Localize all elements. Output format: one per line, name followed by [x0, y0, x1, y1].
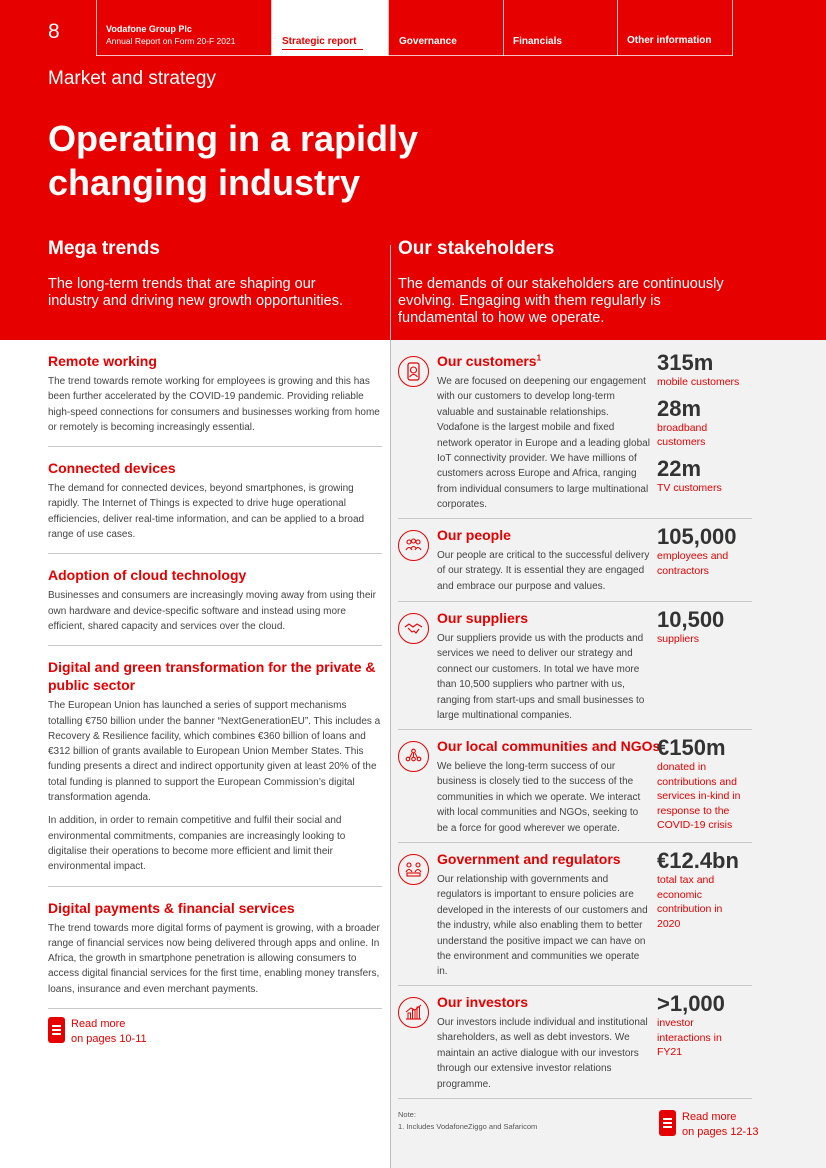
stat-value: 10,500: [657, 607, 725, 632]
stakeholder-title: Government and regulators: [437, 851, 621, 867]
read-more-label: Read more: [682, 1111, 737, 1123]
divider: [48, 553, 382, 554]
customers-icon: [398, 356, 429, 387]
stakeholder-description: Our relationship with governments and regulators is important to ensure policies are developed in the interests of our customers and the industry, while also enabling them to better understand the positive impact we can have on the environment and communities we operate in.: [437, 874, 648, 978]
stat-label: employees and contractors: [657, 550, 729, 577]
stakeholder-description: Our investors include individual and institutional shareholders, as well as debt investors. We maintain an active dialogue with our investors through our extensive investor relations programme.: [437, 1017, 648, 1090]
stat-label: TV customers: [657, 481, 722, 494]
community-icon: [398, 741, 429, 772]
trend-text: Businesses and consumers are increasingly moving away from using their own hardware and device-specific software and instead using more efficient, shared capacity and services over the cloud.: [48, 590, 376, 632]
tab-other-information[interactable]: [617, 0, 733, 56]
investors-icon: [398, 997, 429, 1028]
publication-name: Annual Report on Form 20-F 2021: [106, 36, 236, 46]
divider: [398, 601, 752, 602]
stakeholder-stats: [657, 525, 757, 578]
tab-strategic-report[interactable]: [272, 0, 388, 56]
stakeholder-description: We believe the long-term success of our business is closely tied to the success of the communities in which we operate. We interact with local communities and NGOs, seeking to be a force for good wherever we operate.: [437, 761, 641, 834]
stat-value: 105,000: [657, 524, 737, 549]
mega-trends-intro: The long-term trends that are shaping our industry and driving new growth opportunities.: [48, 276, 343, 309]
trend-title: Digital and green transformation for the private & public sector: [48, 659, 376, 694]
stat-label: broadband customers: [657, 421, 708, 448]
divider: [48, 446, 382, 447]
divider: [398, 985, 752, 986]
tab-label: Strategic report: [282, 36, 357, 47]
stakeholder-title: [437, 353, 541, 369]
stakeholder-description: We are focused on deepening our engagement with our customers to develop long-term valuable and sustainable relationships. Vodafone is the largest mobile and fixed network operator in Europe and a leading global IoT connectivity provider. We have millions of customers across Europe and Africa, ranging from individual consumers to large multinational corporates.: [437, 376, 650, 511]
document-icon: [48, 1017, 65, 1043]
read-more-pages: on pages 10-11: [71, 1033, 147, 1045]
stakeholder-description: Our suppliers provide us with the products and services we need to deliver our strategy and connect our customers. In total we have more than 10,500 suppliers who partner with us, ranging from start-ups and small businesses to large multinational companies.: [437, 633, 645, 722]
stakeholder-stats: [657, 608, 757, 647]
stat-value: 315m: [657, 350, 714, 375]
stat-value: €150m: [657, 735, 726, 760]
trend-text: The European Union has launched a series of support mechanisms totalling €750 billion under the banner “NextGenerationEU”. This includes a Recovery & Resilience facility, which combines €360 billion of loans and €312 billion of grants available to European Union Member States. This funding presents a direct and indirect opportunity given at least 20% of the total funding is planned to support the European Commission’s digital transformation agenda.: [48, 700, 381, 804]
trend-digital-payments: [48, 899, 382, 997]
stakeholder-title: Our investors: [437, 994, 529, 1010]
trend-connected-devices: [48, 459, 382, 542]
tab-label: Financials: [513, 36, 562, 47]
title-text: Our customers: [437, 353, 537, 369]
top-navigation: [0, 0, 826, 56]
stat-value: >1,000: [657, 991, 725, 1016]
stakeholder-stats: [657, 992, 757, 1060]
divider: [398, 518, 752, 519]
divider: [48, 645, 382, 646]
column-divider: [390, 245, 391, 1168]
section-label: Market and strategy: [48, 68, 216, 89]
divider: [398, 1098, 752, 1099]
note-text: 1. Includes VodafoneZiggo and Safaricom: [398, 1122, 538, 1131]
stat-label: investor interactions in FY21: [657, 1017, 722, 1058]
trend-title: Connected devices: [48, 460, 176, 477]
stakeholder-title: Our people: [437, 527, 511, 543]
tab-label: Governance: [399, 36, 457, 47]
read-more-label: Read more: [71, 1018, 126, 1030]
nav-baseline: [96, 55, 733, 56]
mega-trends-list: [48, 352, 382, 1009]
trend-text: The demand for connected devices, beyond smartphones, is growing rapidly. The Internet of Things is expected to drive huge operational efficiencies, deliver real-time information, and can be applied to a broad range of use cases.: [48, 483, 365, 541]
divider: [48, 1008, 382, 1009]
government-icon: [398, 854, 429, 885]
read-more-pages: on pages 12-13: [682, 1126, 759, 1138]
tab-financials[interactable]: [503, 0, 617, 56]
stat-label: suppliers: [657, 633, 700, 645]
stat-label: donated in contributions and services in-kind in response to the COVID-19 crisis: [657, 761, 741, 831]
stakeholders-intro: The demands of our stakeholders are continuously evolving. Engaging with them regularly is fundamental to how we operate.: [398, 276, 724, 326]
stakeholder-title: Our suppliers: [437, 610, 529, 626]
trend-text: The trend towards more digital forms of payment is growing, with a broader range of financial services now being delivered through apps and online. In Africa, the growth in smartphone penetration is allowing consumers to access digital financial services for the first time, enabling money transfers, loans, insurance and even merchant payments.: [48, 922, 380, 995]
handshake-icon: [398, 613, 429, 644]
nav-divider: [732, 0, 733, 56]
document-icon: [659, 1110, 676, 1136]
trend-title: Remote working: [48, 353, 157, 369]
publisher-name: Vodafone Group Plc: [106, 24, 192, 34]
divider: [48, 886, 382, 887]
stakeholder-stats: [657, 351, 757, 495]
stakeholders-heading: Our stakeholders: [398, 238, 555, 259]
stat-value: 28m: [657, 395, 702, 421]
stakeholder-stats: [657, 849, 757, 931]
trend-text: The trend towards remote working for employees is growing and this has been further accelerated by the COVID-19 pandemic. Providing reliable high-speed connections for consumers and businesses working from home or remotely is becoming increasingly essential.: [48, 376, 380, 433]
tab-governance[interactable]: [389, 0, 503, 56]
stat-value: €12.4bn: [657, 848, 739, 873]
stat-label: mobile customers: [657, 376, 740, 388]
trend-digital-green-transformation: [48, 658, 382, 874]
note-heading: Note:: [398, 1110, 416, 1119]
page-title: Operating in a rapidly changing industry: [48, 118, 419, 203]
trend-title: Digital payments & financial services: [48, 899, 295, 916]
trend-text: In addition, in order to remain competitive and fulfil their social and environmental commitments, companies are increasingly looking to digitalise their operations to become more efficient and limit their environmental impact.: [48, 815, 346, 873]
stat-label: total tax and economic contribution in 2020: [657, 874, 723, 930]
trend-cloud-technology: [48, 566, 382, 634]
tab-label: Other information: [627, 35, 712, 46]
people-icon: [398, 530, 429, 561]
nav-divider: [96, 0, 97, 56]
divider: [398, 729, 752, 730]
divider: [398, 842, 752, 843]
stakeholder-description: Our people are critical to the successful delivery of our strategy. It is essential they are engaged and embrace our purpose and values.: [437, 550, 650, 592]
stat-value: 22m: [657, 455, 702, 481]
publication-info: [106, 24, 235, 46]
mega-trends-heading: Mega trends: [48, 238, 160, 259]
trend-title: Adoption of cloud technology: [48, 567, 247, 584]
footnote-marker: 1: [536, 353, 542, 363]
trend-remote-working: [48, 352, 382, 435]
page-number: 8: [48, 20, 60, 43]
footnote: [398, 1109, 537, 1133]
stakeholder-title: Our local communities and NGOs: [437, 738, 661, 754]
stakeholder-stats: [657, 736, 757, 833]
